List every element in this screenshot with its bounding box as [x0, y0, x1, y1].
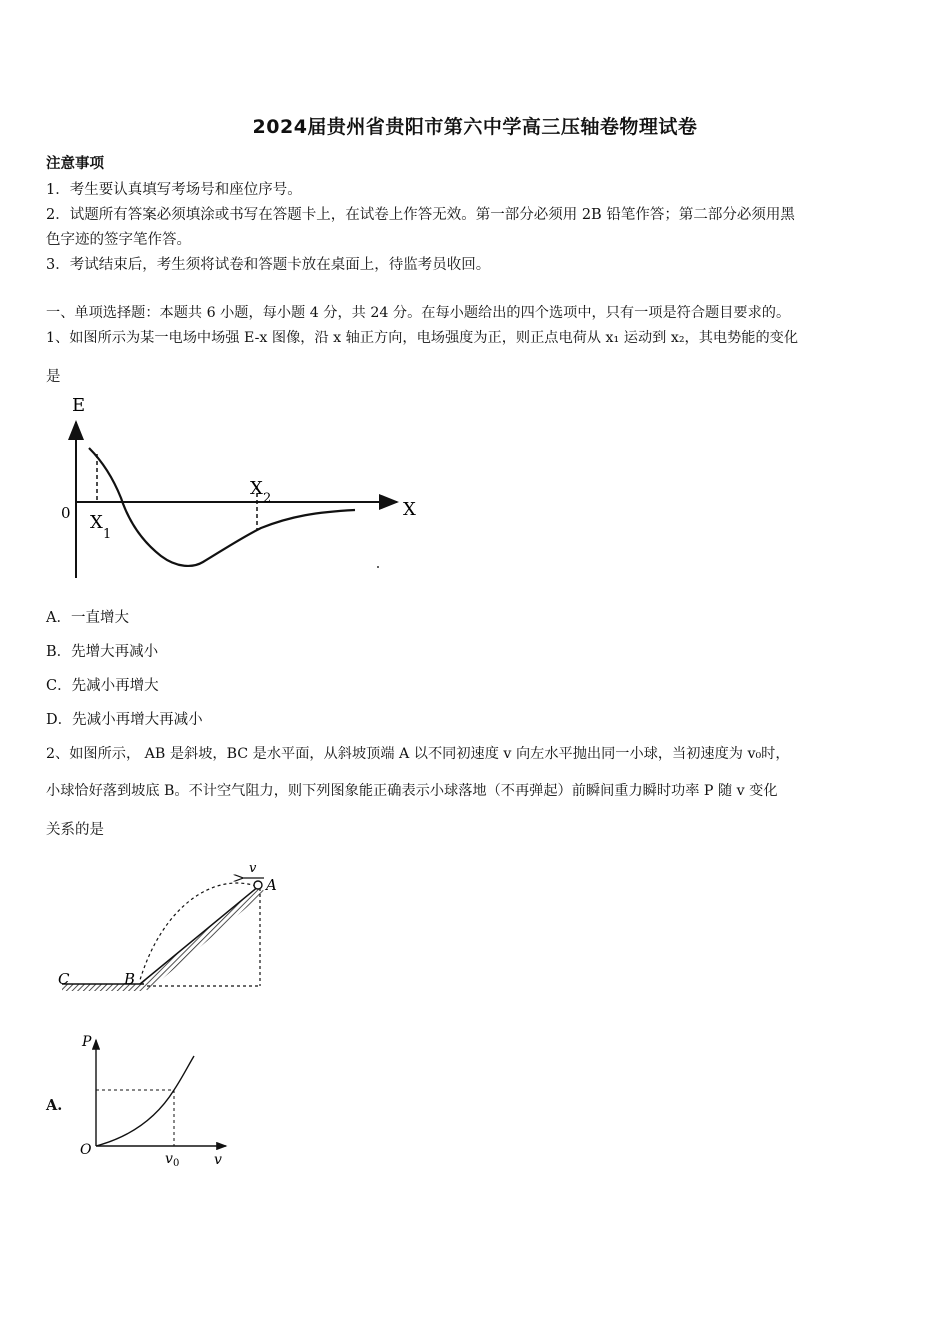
- q2-slope-figure: [52, 852, 292, 1002]
- q1-ex-graph: [55, 390, 425, 590]
- notice-item-2-cont: 色字迹的签字笔作答。: [46, 232, 191, 248]
- point-a-label: A: [266, 876, 277, 894]
- notice-item-3: 3．考试结束后，考生须将试卷和答题卡放在桌面上，待监考员收回。: [46, 257, 491, 273]
- slope-ab: [140, 886, 265, 991]
- x-axis-label: X: [403, 499, 416, 520]
- notice-item-1: 1．考生要认真填写考场号和座位序号。: [46, 182, 302, 198]
- q1-option-b[interactable]: B．先增大再减小: [46, 644, 159, 660]
- v-axis-label: v: [214, 1152, 222, 1168]
- q2-option-a-graph: [76, 1030, 236, 1170]
- q1-option-a[interactable]: A．一直增大: [46, 610, 129, 626]
- point-c-label: C: [58, 970, 70, 988]
- p-v-curve: [96, 1056, 194, 1146]
- q2-stem-line2: 小球恰好落到坡底 B。不计空气阻力，则下列图象能正确表示小球落地（不再弹起）前瞬间重力瞬时功率 P 随 v 变化: [46, 783, 778, 799]
- v0-subscript: 0: [173, 1158, 180, 1169]
- q1-stem-line1: 1、如图所示为某一电场中场强 E-x 图像，沿 x 轴正方向，电场强度为正，则正点电荷从 x₁ 运动到 x₂，其电势能的变化: [46, 330, 799, 346]
- stray-dot: [377, 566, 379, 568]
- e-axis-label: E: [72, 395, 86, 416]
- q1-stem-line2: 是: [46, 369, 61, 385]
- point-b-label: B: [124, 970, 136, 988]
- q2-stem-line1: 2、如图所示， AB 是斜坡，BC 是水平面，从斜坡顶端 A 以不同初速度 v 向左水平抛出同一小球，当初速度为 v₀时，: [46, 746, 790, 762]
- x2-subscript: 2: [263, 491, 272, 506]
- p-axis-label: P: [82, 1034, 92, 1050]
- velocity-label: v: [249, 861, 257, 876]
- notice-item-2: 2．试题所有答案必须填涂或书写在答题卡上，在试卷上作答无效。第一部分必须用 2B 铅笔作答；第二部分必须用黑: [46, 207, 795, 223]
- x1-label: X: [90, 512, 103, 533]
- origin-label: 0: [61, 504, 71, 522]
- x1-subscript: 1: [103, 527, 112, 542]
- v0-label: v: [165, 1151, 173, 1167]
- q1-option-d[interactable]: D．先减小再增大再减小: [46, 712, 203, 728]
- q2-option-a-label[interactable]: A.: [46, 1097, 63, 1114]
- origin-o-label: O: [80, 1142, 92, 1158]
- trajectory: [140, 883, 256, 980]
- exam-title: 2024届贵州省贵阳市第六中学高三压轴卷物理试卷: [252, 116, 698, 138]
- ball: [254, 881, 262, 889]
- notice-heading: 注意事项: [46, 155, 104, 172]
- x2-label: X: [250, 478, 263, 499]
- slope-surface: [140, 886, 259, 984]
- q1-option-c[interactable]: C．先减小再增大: [46, 678, 159, 694]
- q2-stem-line3: 关系的是: [46, 822, 104, 838]
- field-curve: [89, 448, 355, 566]
- section-heading: 一、单项选择题：本题共 6 小题，每小题 4 分，共 24 分。在每小题给出的四个选项中，只有一项是符合题目要求的。: [46, 305, 791, 321]
